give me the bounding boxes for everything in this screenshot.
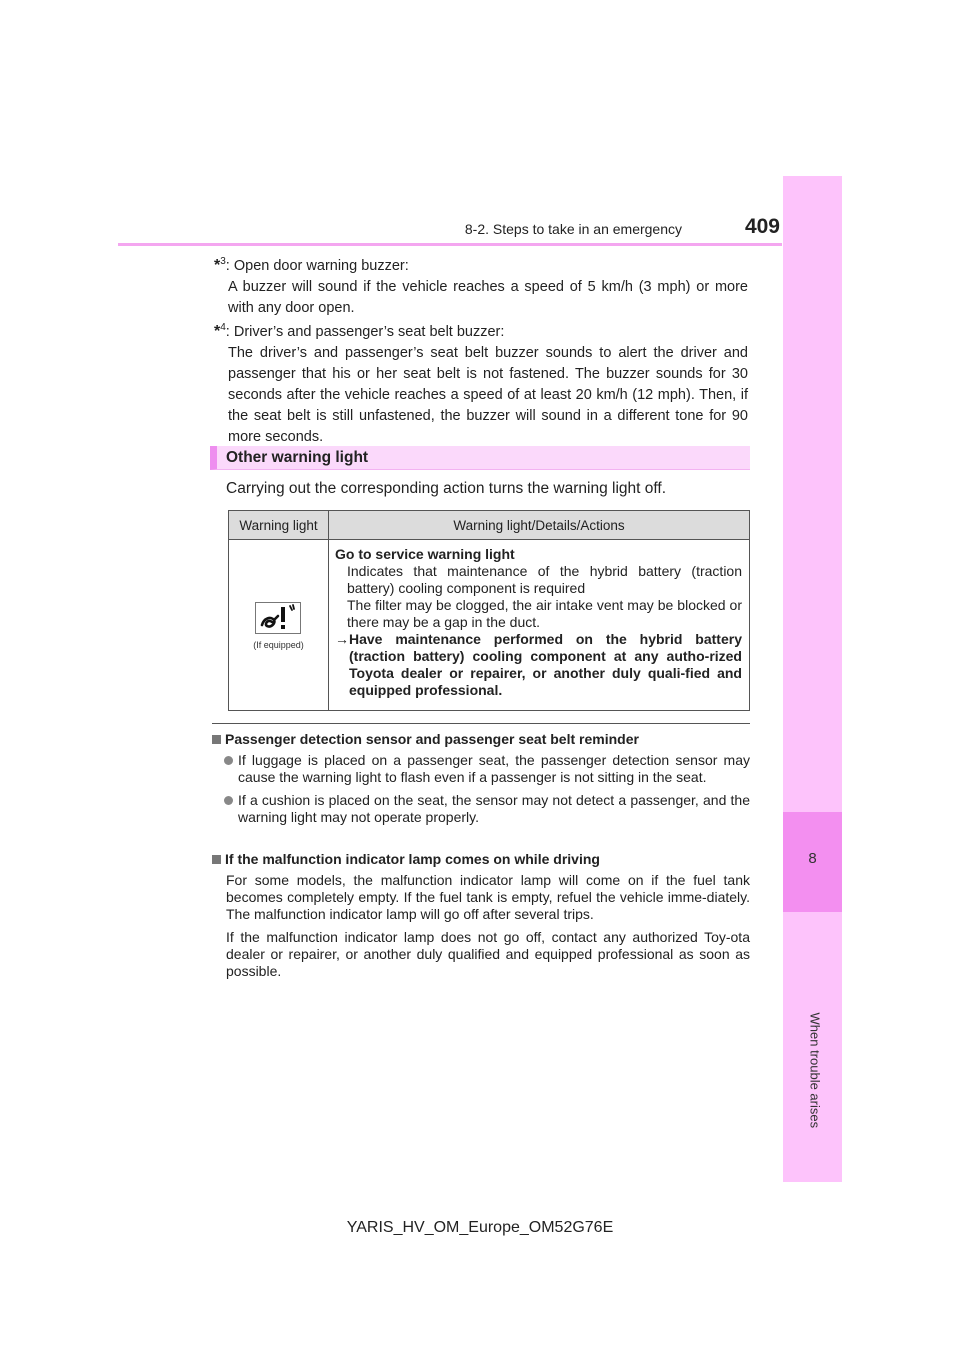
list-item (212, 752, 750, 786)
section-header-title: 8-2. Steps to take in an emergency (464, 221, 682, 237)
action-text: Have maintenance performed on the hybrid battery (traction battery) cooling component at any autho-rized Toyota dealer or repairer, or another duly quali-fied and equipped professional. (349, 631, 742, 698)
footnote-number: 4 (220, 322, 226, 333)
header-rule (118, 243, 782, 246)
footnote-body: The driver’s and passenger’s seat belt buzzer sounds to alert the driver and passenger that his or her seat belt is not fastened. The buzzer sounds for 30 seconds after the vehicle reaches a speed of at least 20 km/h (12 mph). Then, if the seat belt is still unfastened, the buzzer will sound in a different tone for 90 more seconds. (228, 345, 748, 445)
battery-cooling-service-warning-icon (255, 602, 301, 634)
footnote-asterisk: * (214, 257, 221, 274)
footnote-4 (214, 317, 748, 448)
warning-light-table (228, 510, 750, 711)
chapter-number: 8 (808, 850, 817, 867)
footnote-title: : Open door warning buzzer: (225, 258, 409, 274)
document-code: YARIS_HV_OM_Europe_OM52G76E (346, 1219, 614, 1236)
note-malfunction-indicator (212, 851, 750, 980)
square-bullet-icon (212, 735, 221, 744)
details-cell (329, 540, 749, 710)
warning-light-action (335, 631, 742, 699)
note-paragraph: For some models, the malfunction indicator lamp will come on if the fuel tank becomes completely empty. If the fuel tank is empty, refuel the vehicle imme-diately. The malfunction indicator lamp will go off after several trips. (226, 872, 750, 922)
page-number: 409 (744, 215, 780, 238)
section-intro: Carrying out the corresponding action turns the warning light off. (226, 480, 666, 497)
notes-divider (212, 723, 750, 724)
section-heading (210, 446, 750, 470)
note-heading: Passenger detection sensor and passenger seat belt reminder (212, 731, 750, 748)
chapter-title: When trouble arises (807, 1012, 823, 1129)
warning-light-detail: Indicates that maintenance of the hybrid battery (traction battery) cooling component is required (347, 563, 742, 596)
note-paragraph: If the malfunction indicator lamp does not go off, contact any authorized Toy-ota dealer or repairer, or another duly qualified and equipped professional as soon as possible. (226, 929, 750, 979)
bullet-dot-icon (224, 752, 234, 786)
footnote-body: A buzzer will sound if the vehicle reaches a speed of 5 km/h (3 mph) or more with any door open. (228, 279, 748, 316)
note-heading: If the malfunction indicator lamp comes on while driving (212, 851, 750, 868)
if-equipped-note: (If equipped) (253, 640, 304, 650)
section-heading-text: Other warning light (226, 449, 369, 466)
list-item (212, 792, 750, 826)
warning-light-detail: The filter may be clogged, the air intake vent may be blocked or there may be a gap in the duct. (347, 597, 742, 630)
warning-light-title: Go to service warning light (335, 546, 515, 562)
warning-light-cell (229, 540, 329, 710)
square-bullet-icon (212, 855, 221, 864)
table-row (229, 540, 749, 710)
table-header-row (229, 511, 749, 540)
footnote-asterisk: * (214, 323, 221, 340)
column-header-warning-light: Warning light (229, 511, 329, 539)
footnote-3 (214, 251, 748, 319)
bullet-text: If a cushion is placed on the seat, the sensor may not detect a passenger, and the warning light may not operate properly. (238, 792, 750, 825)
footnote-title: : Driver’s and passenger’s seat belt buzzer: (225, 324, 505, 340)
footnote-number: 3 (220, 256, 226, 267)
arrow-right-icon: → (335, 631, 349, 647)
bullet-dot-icon (224, 792, 234, 826)
column-header-details: Warning light/Details/Actions (453, 517, 625, 533)
bullet-text: If luggage is placed on a passenger seat, the passenger detection sensor may cause the warning light to flash even if a passenger is not sitting in the seat. (238, 752, 750, 785)
note-passenger-detection (212, 731, 750, 826)
